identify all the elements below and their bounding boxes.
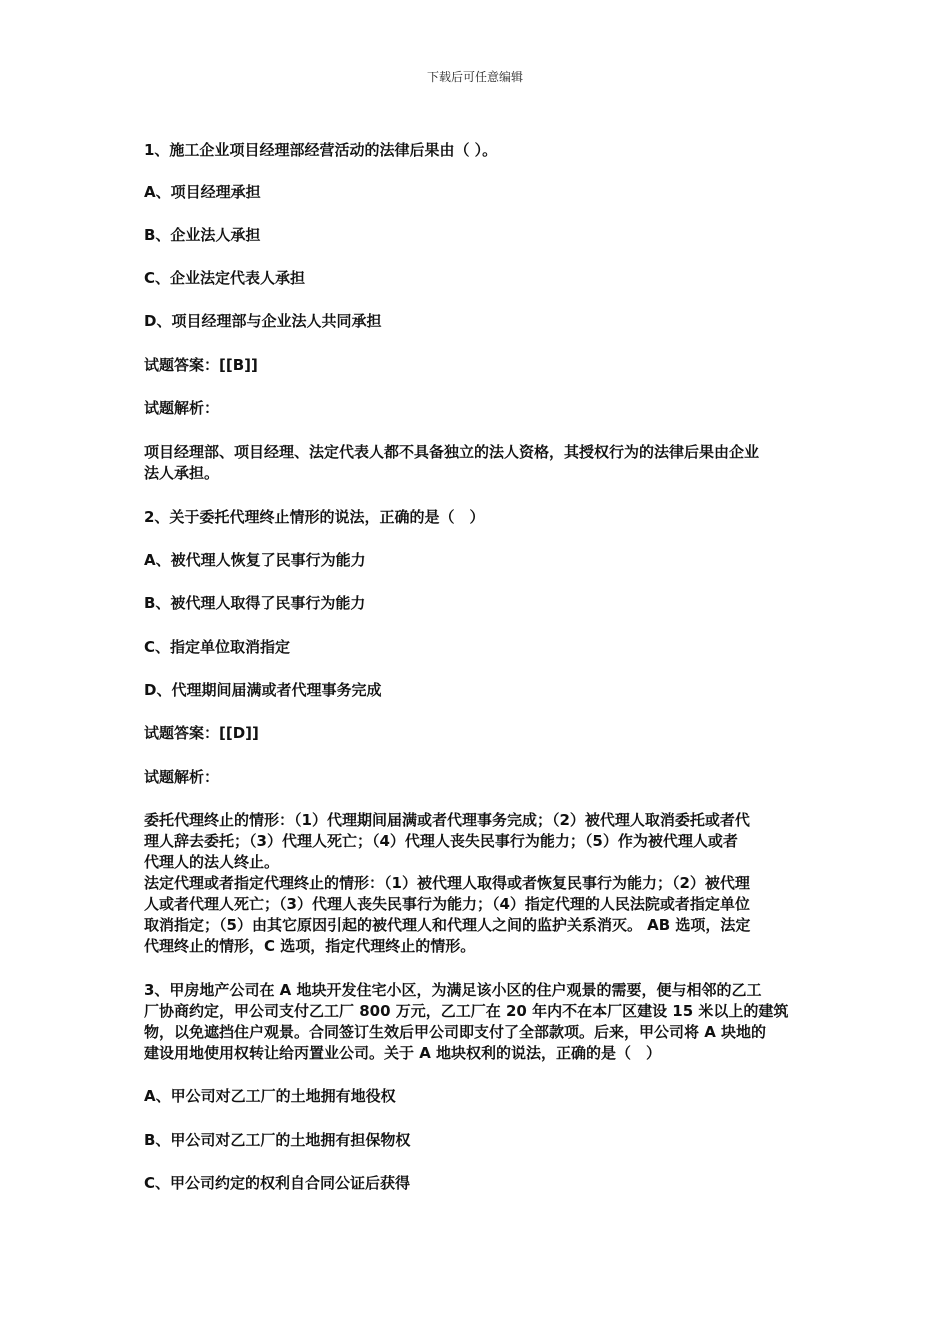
q2-option-b: B、被代理人取得了民事行为能力	[144, 594, 366, 612]
q2-analysis-line: 代理人的法人终止。	[144, 853, 280, 871]
question-2: 2、关于委托代理终止情形的说法，正确的是（ ）	[144, 508, 485, 526]
q2-analysis-line: 取消指定；（5）由其它原因引起的被代理人和代理人之间的监护关系消灭。 AB 选项，法定	[144, 916, 751, 934]
q1-option-c: C、企业法定代表人承担	[144, 269, 306, 287]
q2-analysis-line: 法定代理或者指定代理终止的情形：（1）被代理人取得或者恢复民事行为能力；（2）被代理	[144, 874, 750, 892]
q3-option-a: A、甲公司对乙工厂的土地拥有地役权	[144, 1087, 396, 1105]
q2-analysis-line: 理人辞去委托；（3）代理人死亡；（4）代理人丧失民事行为能力；（5）作为被代理人或者	[144, 832, 738, 850]
q1-option-a: A、项目经理承担	[144, 183, 261, 201]
q2-analysis-line: 委托代理终止的情形：（1）代理期间届满或者代理事务完成；（2）被代理人取消委托或者代	[144, 811, 750, 829]
question-3-line: 厂协商约定，甲公司支付乙工厂 800 万元，乙工厂在 20 年内不在本厂区建设 15 米以上的建筑	[144, 1002, 789, 1020]
q2-option-d: D、代理期间届满或者代理事务完成	[144, 681, 382, 699]
q2-answer: 试题答案：[[D]]	[144, 724, 259, 742]
q1-analysis-label: 试题解析：	[144, 399, 220, 417]
question-1: 1、施工企业项目经理部经营活动的法律后果由（ ）。	[144, 141, 498, 159]
question-3-line: 3、甲房地产公司在 A 地块开发住宅小区，为满足该小区的住户观景的需要，便与相邻的乙工	[144, 981, 762, 999]
q1-analysis-line: 法人承担。	[144, 464, 220, 482]
q3-option-b: B、甲公司对乙工厂的土地拥有担保物权	[144, 1131, 411, 1149]
page-header: 下载后可任意编辑	[426, 70, 523, 84]
q2-analysis-line: 人或者代理人死亡；（3）代理人丧失民事行为能力；（4）指定代理的人民法院或者指定单位	[144, 895, 750, 913]
q1-answer: 试题答案：[[B]]	[144, 356, 258, 374]
q1-option-b: B、企业法人承担	[144, 226, 261, 244]
q1-analysis-line: 项目经理部、项目经理、法定代表人都不具备独立的法人资格，其授权行为的法律后果由企业	[144, 443, 760, 461]
question-3-line: 物，以免遮挡住户观景。合同签订生效后甲公司即支付了全部款项。后来，甲公司将 A 块地的	[144, 1023, 767, 1041]
question-3-line: 建设用地使用权转让给丙置业公司。关于 A 地块权利的说法，正确的是（ ）	[144, 1044, 662, 1062]
q2-analysis-line: 代理终止的情形，C 选项，指定代理终止的情形。	[144, 937, 476, 955]
q3-option-c: C、甲公司约定的权利自合同公证后获得	[144, 1174, 411, 1192]
q2-analysis-label: 试题解析：	[144, 768, 220, 786]
q2-option-c: C、指定单位取消指定	[144, 638, 291, 656]
q1-option-d: D、项目经理部与企业法人共同承担	[144, 312, 382, 330]
q2-option-a: A、被代理人恢复了民事行为能力	[144, 551, 366, 569]
